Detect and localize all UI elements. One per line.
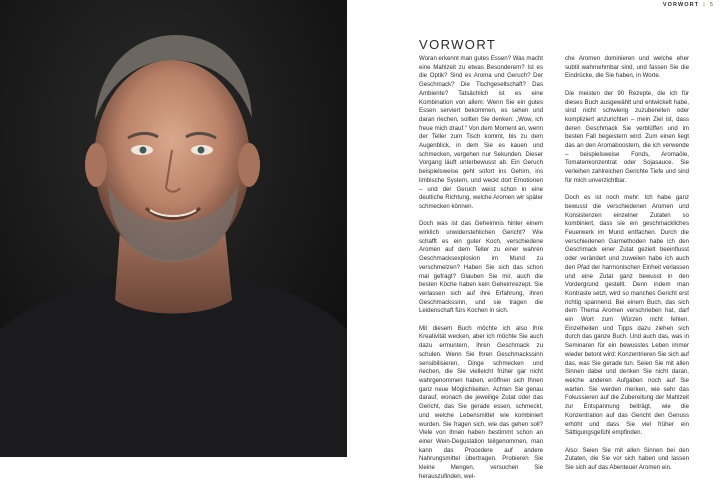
running-title: VORWORT: [662, 2, 700, 8]
paragraph: che Aromen dominieren und welche eher subtil wahrnehmbar sind, und fassen Sie die Eindrücke, die Sie haben, in Worte.: [565, 55, 689, 80]
paragraph: Doch es ist noch mehr: Ich habe ganz bewusst die verschiedenen Aromen und Konsistenzen einzelner Zutaten so kombiniert, dass sie ein geschmackliches Feuerwerk im Mund entfachen. Durch die verschiedenen Garmethoden habe ich den Geschmack einer Zutat gezielt beeinflusst oder verändert und zuweilen habe ich auch den Pfad der harmonischen Einheit verlassen und eine Zutat ganz bewusst in den Vordergrund gestellt. Denn indem man Kontraste setzt, wird so manches Gericht erst richtig spannend. Bei einem Buch, das sich dem Thema Aromen verschrieben hat, darf ein Wort zum Würzen nicht fehlen. Einzelheiten und Tipps dazu ziehen sich durch das ganze Buch. Und auch das, was in Seminaren für ein bewusstes Leben immer wieder betont wird: Konzentrieren Sie sich auf das, was Sie gerade tun. Seien Sie mit allen Sinnen dabei und denken Sie nicht daran, welche anderen Aufgaben noch auf Sie warten. Sie werden merken, wie sehr das Fokussieren auf die Zubereitung der Mahlzeit zur Entspannung beiträgt, wie die Konzentration auf das Gericht den Genuss erhöht und dass Sie viel früher ein Sättigungsgefühl empfinden.: [565, 194, 689, 437]
author-portrait: [0, 0, 347, 457]
paragraph: Also: Seien Sie mit allen Sinnen bei den Zutaten, die Sie vor sich haben und lassen Sie sich auf das Abenteuer Aromen ein.: [565, 446, 689, 471]
paragraph: Mit diesem Buch möchte ich also Ihre Kreativität wecken, aber ich möchte Sie auch dazu ermuntern, Ihren Geschmack zu schulen. Wenn Sie Ihren Geschmackssinn sensibilisieren, Dinge schmecken und riechen, die Sie vielleicht früher gar nicht wahrgenommen haben, eröffnen sich Ihnen ganz neue Möglichkeiten. Achten Sie genau darauf, wonach die jeweilige Zutat oder das Gericht, das Sie gerade essen, schmeckt, und welche Lebensmittel wie kombiniert wurden. Sie fragen sich, wie das gehen soll? Viele von Ihnen haben bestimmt schon an einer Wein-Degustation teilgenommen, man kann das Procedere auf andere Nahrungsmittel übertragen. Probieren Sie kleine Mengen, versuchen Sie herauszufinden, wel-: [419, 324, 543, 480]
chapter-title: VORWORT: [419, 36, 497, 52]
foreword-page: [347, 0, 720, 480]
paragraph: Die meisten der 90 Rezepte, die ich für dieses Buch ausgewählt und entwickelt habe, sind nicht schwierig zuzubereiten oder kompliziert anzurichten – mein Ziel ist, dass deren Geschmack Sie verblüffen und im besten Fall begeistern wird. Zum einen liegt das an den Aromaboostern, die ich verwende – beispielsweise Fonds, Aromaöle, Tomatenkonzentrat oder Sojasauce. Sie verleihen zahlreichen Gerichte Tiefe und sind für mich unverzichtbar.: [565, 89, 689, 184]
page-number: 5: [709, 2, 714, 8]
paragraph: Doch was ist das Geheimnis hinter einem wirklich unwiderstehlichen Gericht? Wie schafft es ein guter Koch, verschiedene Aromen auf dem Teller zu einer wahren Geschmacksexplosion im Mund zu verschmelzen? Haben Sie sich das schon mal gefragt? Glauben Sie mir, auch die besten Köche haben kein Geheimrezept. Sie verlassen sich auf ihre Erfahrung, ihren Geschmackssinn, und sie tragen die Leidenschaft fürs Kochen in sich.: [419, 220, 543, 315]
text-column-left: [419, 55, 543, 490]
text-column-right: [565, 55, 689, 481]
header-separator: |: [703, 2, 706, 8]
author-portrait-page: [0, 0, 347, 457]
paragraph: Woran erkennt man gutes Essen? Was macht eine Mahlzeit zu etwas Besonderem? Ist es die Optik? Sind es Aroma und Geruch? Der Geschmack? Die Tischgesellschaft? Das Ambiente? Tatsächlich ist es eine Kombination von allem: Wenn Sie ein gutes Essen serviert bekommen, es sehen und daran riechen, sollten Sie denken: „Wow, ich freue mich drauf.“ Von dem Moment an, wenn der Teller zum Tisch kommt, bis zu dem Augenblick, in dem Sie es kauen und schmecken, vergehen nur Sekunden. Dieser Vorgang läuft unterbewusst ab. Ein Geruch beispielsweise geht sofort ins Gehirn, ins limbische System, und weckt dort Emotionen – und der Geruch weist schon in eine deutliche Richtung, welche Aromen wir später schmecken können.: [419, 55, 543, 210]
running-header: [663, 2, 714, 8]
